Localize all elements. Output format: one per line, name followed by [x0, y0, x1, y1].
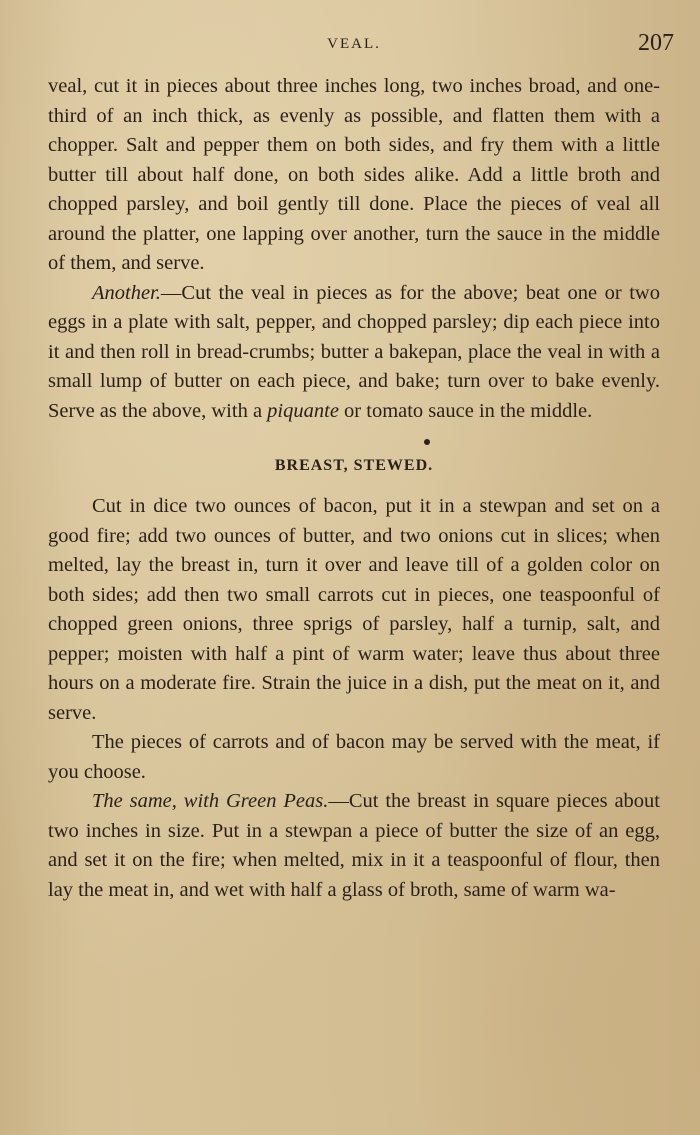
paragraph-text: or tomato sauce in the middle. — [338, 399, 593, 422]
separator-dot — [424, 439, 430, 445]
paragraph-breast-stewed: Cut in dice two ounces of bacon, put it in a stewpan and set on a good fire; add two ounces of butter, and two onions cut in slices; when melted, lay the breast in, turn it over and leave till of a golden color on both sides; add then two small carrots cut in pieces, one teaspoonful of chopped green onions, three sprigs of parsley, half a turnip, salt, and pepper; moisten with half a pint of warm water; leave thus about three hours on a moderate fire. Strain the juice in a dish, put the meat on it, and serve. — [48, 495, 660, 724]
paragraph-lead: The same, with Green Peas. — [92, 790, 329, 812]
section-separator — [48, 426, 660, 454]
paragraph-cutlets: veal, cut it in pieces about three inches long, two inches broad, and one-third of an inch thick, as evenly as possible, and flatten them with a chopper. Salt and pepper them on both sides, and fry them with a little butter till about half done, on both sides alike. Add a little broth and chopped parsley, and boil gently till done. Place the pieces of veal all around the platter, one lapping over another, turn the sauce in the middle of them, and serve. — [48, 75, 660, 274]
emphasis-term: piquante — [267, 399, 339, 422]
paragraph-text: —Cut the breast in square pieces about two inches in size. Put in a stewpan a piece of butter the size of an egg, and set it on the fire; when melted, mix in it a teaspoonful of flour, then lay the meat in, and wet with half a glass of broth, same of warm wa- — [48, 790, 660, 901]
section-heading: BREAST, STEWED. — [274, 457, 434, 474]
page-content — [48, 30, 674, 905]
page-number: 207 — [638, 30, 674, 56]
paragraph-text: —Cut the veal in pieces as for the above; beat one or two eggs in a plate with salt, pepper, and chopped parsley; dip each piece into it and then roll in bread-crumbs; butter a bakepan, place the veal in with a small lump of butter on each piece, and bake; turn over to bake evenly. Serve as the above, with a — [48, 281, 660, 422]
running-head — [48, 30, 674, 64]
paragraph-another — [48, 279, 660, 427]
running-title: VEAL. — [327, 36, 381, 52]
paragraph-lead: Another. — [92, 281, 161, 304]
paragraph-carrots-note: The pieces of carrots and of bacon may be served with the meat, if you choose. — [48, 731, 660, 783]
paragraph-green-peas — [48, 787, 660, 905]
